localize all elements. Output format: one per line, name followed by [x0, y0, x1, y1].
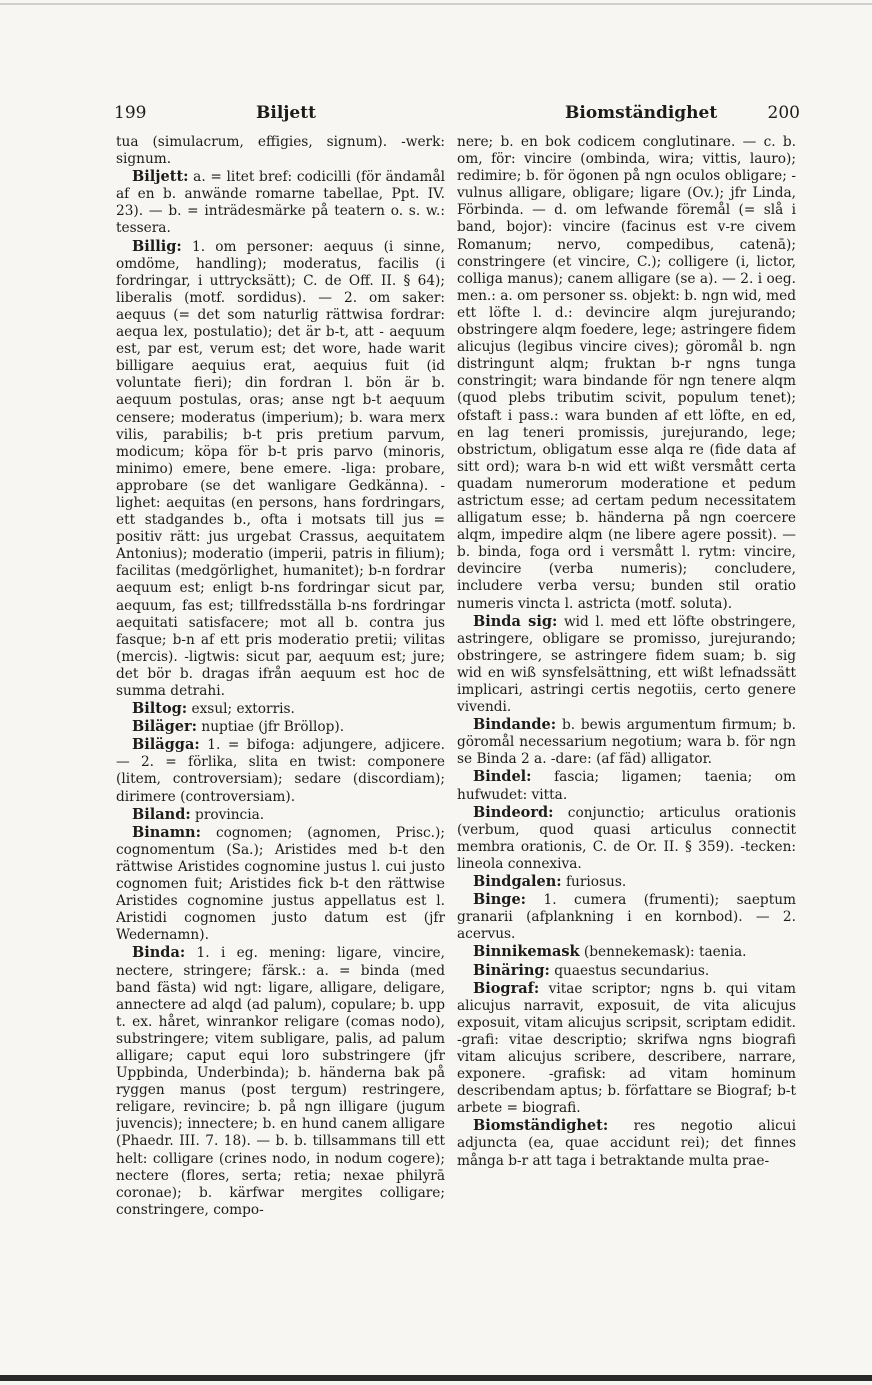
entry-text: res negotio alicui adjuncta (ea, quae accidunt rei); det finnes många b-r att taga i betraktande multa prae- [457, 1118, 796, 1169]
entry-text: conjunctio; articulus orationis (verbum, quod quasi articulus connectit membra orationis, C. de Or. II. § 359). -tecken: lineola connexiva. [457, 804, 796, 872]
entry-headword: Biltog: [132, 700, 188, 718]
entry-text: b. bewis argumentum firmum; b. göromål necessarium negotium; wara b. för ngn se Binda 2 a. -dare: (af fäd) alligator. [457, 717, 796, 768]
dictionary-entry [116, 944, 445, 1219]
entry-headword: Binnikemask [473, 943, 580, 961]
entry-text: (bennekemask): taenia. [579, 944, 747, 961]
entry-headword: Bindgalen: [473, 873, 562, 891]
entry-text: nuptiae (jfr Bröllop). [197, 719, 345, 736]
entry-text: 1. = bifoga: adjungere, adjicere. — 2. = förlika, slita en twist: componere (litem, controversiam); sedare (discordiam); dirimere (controversiam). [116, 737, 445, 805]
bottom-rule [0, 1375, 872, 1381]
dictionary-entry [457, 1117, 796, 1169]
dictionary-entry [116, 238, 445, 701]
dictionary-entry [457, 962, 796, 980]
entry-headword: Bindel: [473, 768, 532, 786]
entry-headword: Bilägga: [132, 736, 200, 754]
dictionary-entry [457, 891, 796, 943]
entry-headword: Binäring: [473, 961, 550, 979]
entry-headword: Bindeord: [473, 803, 554, 821]
entry-headword: Biograf: [473, 979, 540, 997]
entry-text: wid l. med ett löfte obstringere, astringere, obligare se promisso, jurejurando; obstringere, se astringere fidem suam; b. sig wid en wiß synsfelsättning, ett wißt lefnadssätt implicari, astringi certis negotiis, certo genere vivendi. [457, 613, 796, 716]
entry-headword: Biläger: [132, 718, 198, 736]
page-header [112, 100, 800, 126]
dictionary-entry [457, 613, 796, 717]
dictionary-entry [457, 804, 796, 873]
entry-headword: Binamn: [132, 823, 201, 841]
entry-headword: Binda sig: [473, 612, 558, 630]
dictionary-entry [116, 718, 445, 736]
entry-headword: Biland: [132, 805, 191, 823]
entry-text: nere; b. en bok codicem conglutinare. — c. b. om, för: vincire (ombinda, wira; vittis, lauro); redimire; b. för ögonen på ngn oculos obligare; - vulnus alligare, obligare; ligare (Ov.); jfr Linda, Förbinda. — d. om lefwande föremål (= slå i band, bojor): vincire (facinus est v-re civem Romanum; nervo, compedibus, catenā); constringere (et vincire, C.); colligere (i, lictor, colliga manus); canem alligare (se a). — 2. i oeg. men.: a. om personer ss. objekt: b. ngn wid, med ett löfte l. d.: devincire alqm jurejurando; obstringere alqm foedere, lege; astringere fidem alicujus (legibus vincire cives); göromål b. ngn distringunt alqm; fruktan b-r ngns tunga constringit; wara bindande för ngn tenere alqm (quod plebs tributim scivit, populum tenet); ofstaft i pass.: wara bunden af ett löfte, en ed, en lag teneri promissis, jurejurando, lege; obstrictum, obligatum esse alqa re (fide data af sitt ord); wara b-n wid ett wißt versmått certa quadam numerorum moderatione et pedum astrictum esse; ad certam pedum necessitatem alligatum esse; b. händerna på ngn coercere alqm, impedire alqm (ne libere agere possit). — b. binda, foga ord i versmått l. rytm: vincire, devincire (verba numeris); concludere, includere verba versu; bunden stil oratio numeris vincta l. astricta (motf. soluta). [457, 134, 796, 612]
left-page-number: 199 [114, 103, 147, 123]
entry-text: vitae scriptor; ngns b. qui vitam alicujus narravit, exposuit, de vita alicujus exposuit, vitam alicujus scripsit, scriptam edidit. -grafi: vitae descriptio; skrifwa ngns biografi vitam alicujus scribere, describere, narrare, exponere. -grafisk: ad vitam hominum describendam aptus; b. författare se Biograf; b-t arbete = biografi. [457, 980, 796, 1117]
entry-text: fascia; ligamen; taenia; om hufwudet: vitta. [457, 769, 796, 803]
entry-text: 1. om personer: aequus (i sinne, omdöme, handling); moderatus, facilis (i fordringar, i uttrycksätt); C. de Off. II. § 64); liberalis (motf. sordidus). — 2. om saker: aequus (= det som naturlig rättwisa fordrar: aequa lex, postulatio); det är b-t, att - aequum est, par est, verum est; det wore, hade warit billigare aequius erat, aequius fuit (id voluntate fieri); din fordran l. bön är b. aequum postulas, oras; anse ngt b-t aequum censere; moderatus (imperium); b. wara merx vilis, parabilis; b-t pris pretium parvum, modicum; köpa för b-t pris parvo (minoris, minimo) emere, bene emere. -liga: probare, approbare (se det wanligare Gedkänna). -lighet: aequitas (en persons, hans fordringars, ett stadgandes b., ofta i motsats till jus = positiv rätt: jus urgebat Crassus, aequitatem Antonius); moderatio (imperii, patris in filium); facilitas (medgörlighet, humanitet); b-n fordrar aequum est; enligt b-ns fordringar sicut par, aequum, fas est; tillfredsställa b-ns fordringar aequitati satisfacere; mot all b. contra jus fasque; b-n af ett pris moderatio pretii; vilitas (mercis). -ligtwis: sicut par, aequum est; jure; det bör b. dragas ifrån aequum est hoc de summa detrahi. [116, 238, 445, 699]
left-column [116, 134, 445, 1344]
entry-headword: Billig: [132, 237, 182, 255]
entry-text: a. = litet bref: codicilli (för ändamål af en b. anwände romarne tabellae, Ppt. IV. 23). — b. = inträdesmärke på teatern o. s. w.: tessera. [116, 169, 445, 237]
entry-headword: Binge: [473, 891, 527, 909]
dictionary-entry [116, 134, 445, 168]
right-column [457, 134, 796, 1344]
entry-text: 1. i eg. mening: ligare, vincire, nectere, stringere; färsk.: a. = binda (med band fästa) wid ngt: ligare, alligare, deligare, annectere ad alqd (ad palum), copulare; b. upp t. ex. håret, winrankor religare (comas nodo), substringere; vitem subligare, palis, ad palum alligare; caput equi loro substringere (jfr Uppbinda, Underbinda); b. händerna bak på ryggen manus (post tergum) restringere, religare, revincire; b. på ngn illigare (jugum juvencis); innectere; b. en hund canem alligare (Phaedr. III. 7. 18). — b. b. tillsammans till ett helt: colligare (crines nodo, in nodum cogere); nectere (flores, serta; retia; nexae philyrā coronae); b. kärfwar mergites colligare; constringere, compo- [116, 945, 445, 1218]
dictionary-entry [116, 168, 445, 237]
right-running-head: Biomständighet [565, 103, 718, 123]
dictionary-entry [457, 716, 796, 768]
entry-headword: Biomständighet: [473, 1117, 609, 1135]
dictionary-entry [457, 134, 796, 613]
entry-text: tua (simulacrum, effigies, signum). -werk: signum. [116, 134, 445, 168]
top-rule [0, 3, 872, 5]
entry-text: furiosus. [561, 874, 627, 891]
dictionary-entry [116, 700, 445, 718]
dictionary-entry [457, 980, 796, 1118]
dictionary-entry [116, 736, 445, 805]
entry-text: cognomen; (agnomen, Prisc.); cognomentum (Sa.); Aristides med b-t den rättwise Aristides cognomine justus l. cui justo cognomen fuit; Aristides fick b-t den rättwise Aristides cognomine justus appellatus est l. Aristidi cognomen justo datum est (jfr Wedernamn). [116, 824, 445, 944]
left-running-head: Biljett [256, 103, 316, 123]
entry-headword: Binda: [132, 944, 186, 962]
dictionary-entry [457, 768, 796, 803]
dictionary-entry [457, 943, 796, 961]
entry-text: 1. cumera (frumenti); saeptum granarii (afplankning i en kornbod). — 2. acervus. [457, 892, 796, 943]
right-page-number: 200 [767, 103, 800, 123]
entry-text: quaestus secundarius. [549, 962, 710, 979]
dictionary-entry [116, 806, 445, 824]
entry-headword: Biljett: [132, 168, 189, 186]
dictionary-entry [457, 873, 796, 891]
entry-text: exsul; extorris. [187, 701, 295, 718]
entry-headword: Bindande: [473, 716, 557, 734]
dictionary-entry [116, 824, 445, 945]
entry-text: provincia. [190, 806, 265, 823]
